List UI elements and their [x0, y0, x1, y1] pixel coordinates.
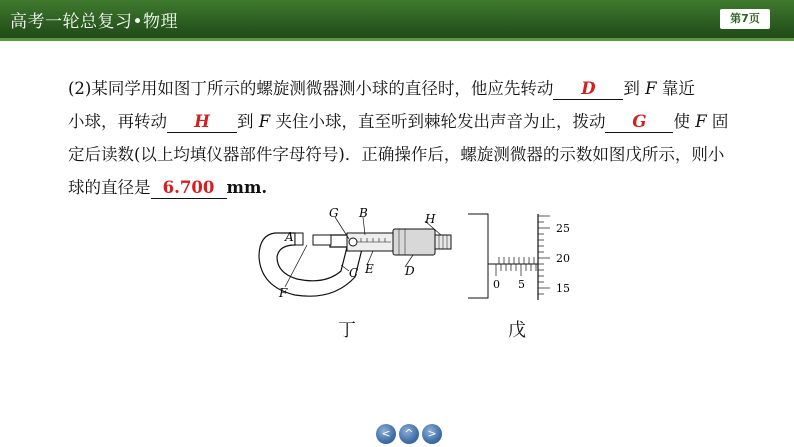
thimble-ticks — [538, 216, 550, 294]
thimble-d — [393, 229, 435, 255]
label-c: C — [349, 266, 359, 280]
unit-mm: mm. — [226, 178, 268, 197]
spindle-f — [313, 235, 331, 245]
label-f: F — [279, 286, 288, 300]
micrometer-figure — [255, 205, 465, 305]
home-button[interactable]: ^ — [399, 424, 419, 444]
text-dao-2: 到 — [237, 112, 254, 131]
text-shi: 使 — [673, 112, 690, 131]
question-line-4 — [68, 171, 758, 204]
question-text — [68, 72, 758, 204]
question-line-3: 定后读数(以上均填仪器部件字母符号)．正确操作后，螺旋测微器的示数如图戊所示，则小 — [68, 145, 725, 164]
header-divider — [0, 38, 794, 41]
answer-blank-2: H — [167, 112, 237, 133]
thimble-label-20: 20 — [556, 252, 570, 265]
sleeve-label-0: 0 — [493, 278, 500, 291]
label-f-3: F — [695, 112, 707, 131]
sleeve-ticks — [496, 257, 536, 276]
question-line-1-text: (2)某同学用如图丁所示的螺旋测微器测小球的直径时，他应先转动 — [68, 79, 554, 98]
page-number-badge: 第7页 — [720, 9, 770, 29]
text-kaojin: 靠近 — [661, 79, 695, 98]
label-f-2: F — [258, 112, 271, 131]
question-line-2-text: 小球，再转动 — [68, 112, 167, 131]
caption-wu: 戊 — [508, 320, 526, 341]
question-line-2 — [68, 105, 758, 138]
label-b: B — [359, 206, 368, 220]
thimble-label-25: 25 — [556, 222, 570, 235]
sleeve-label-5: 5 — [518, 278, 525, 291]
lock-g — [349, 238, 357, 246]
header-bar — [0, 0, 794, 38]
question-line-4-text: 球的直径是 — [68, 178, 151, 197]
label-h: H — [425, 212, 436, 226]
reading-figure — [466, 210, 586, 305]
question-line-1 — [68, 72, 758, 105]
thimble-label-15: 15 — [556, 282, 570, 295]
answer-blank-3: G — [605, 112, 673, 133]
anvil-a — [295, 233, 303, 245]
answer-blank-1: D — [553, 79, 623, 100]
next-page-button[interactable]: > — [422, 424, 442, 444]
prev-page-button[interactable]: < — [376, 424, 396, 444]
label-f-1: F — [645, 79, 657, 98]
question-line-2-mid: 夹住小球，直至听到棘轮发出声音为止，拨动 — [275, 112, 606, 131]
answer-blank-4: 6.700 — [151, 178, 227, 199]
label-d: D — [405, 264, 415, 278]
course-title: 高考一轮总复习•物理 — [10, 12, 179, 32]
label-a: A — [285, 230, 294, 244]
caption-ding: 丁 — [338, 320, 356, 341]
label-g: G — [329, 206, 339, 220]
text-dao-1: 到 — [623, 79, 640, 98]
label-e: E — [365, 262, 374, 276]
sleeve-outline — [468, 214, 488, 298]
text-gu: 固 — [711, 112, 729, 131]
